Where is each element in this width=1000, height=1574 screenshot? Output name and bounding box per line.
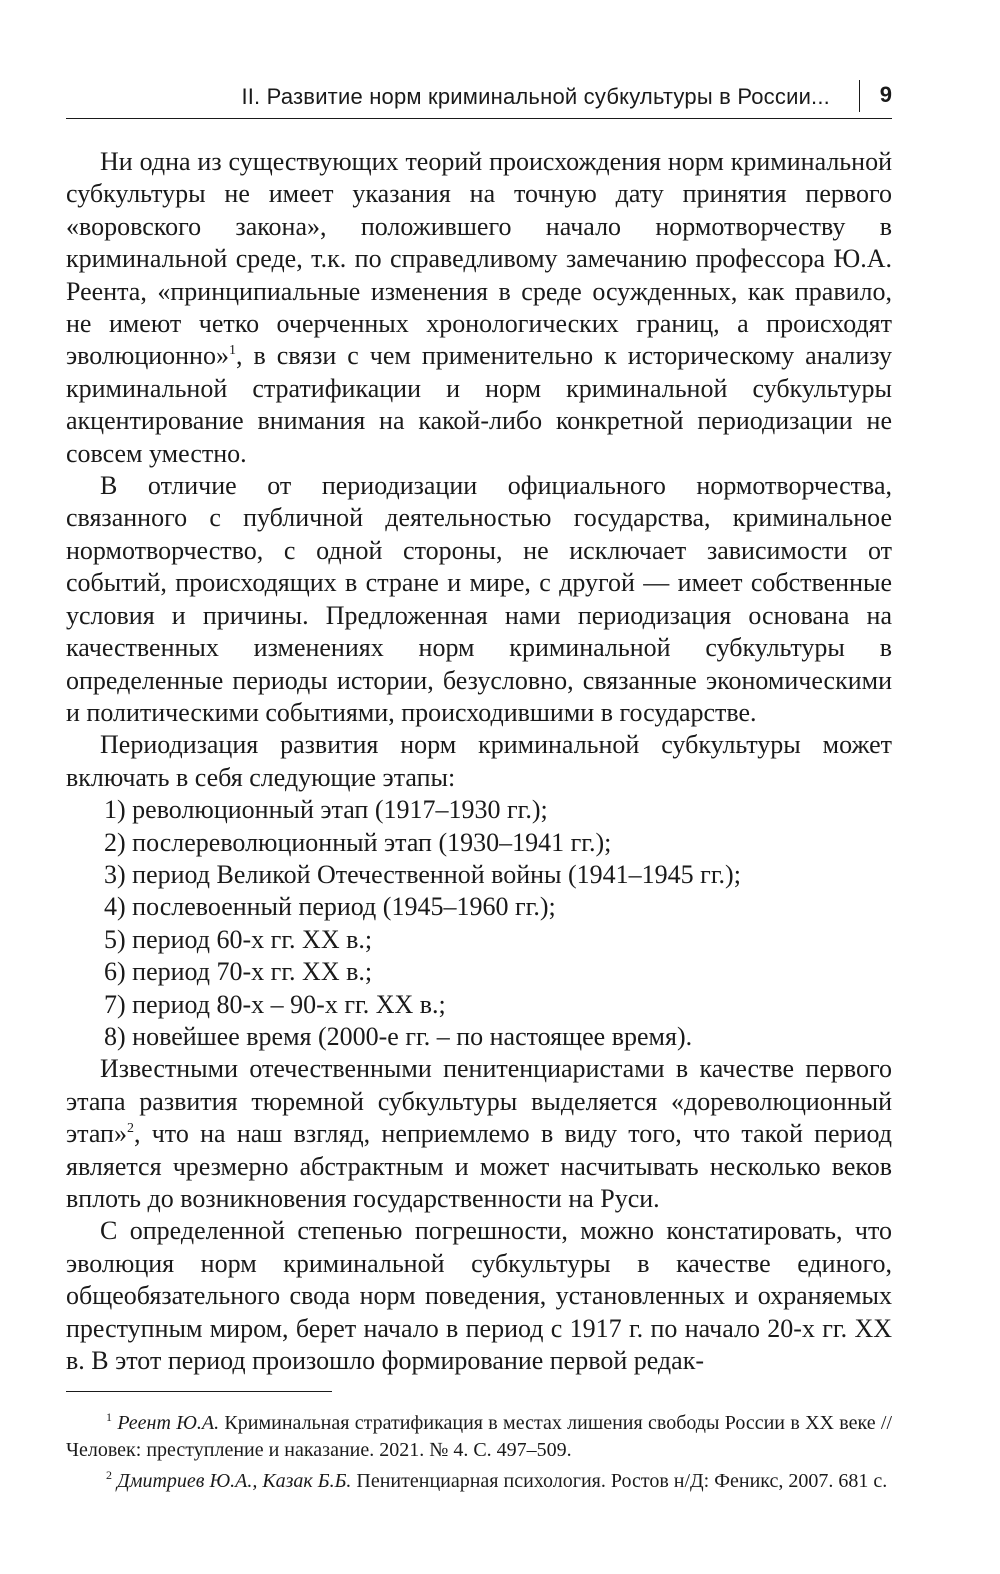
footnote-author: Реент Ю.А. (117, 1412, 220, 1435)
paragraph-4 (66, 1053, 892, 1215)
chapter-title: II. Развитие норм криминальной субкультуры в России... (241, 84, 830, 109)
footnote-text: Криминальная стратификация в местах лишения свободы России в XX веке // Человек: преступление и наказание. 2021. № 4. С. 497–509. (66, 1412, 892, 1462)
list-item: 7) период 80-х – 90-х гг. XX в.; (104, 989, 446, 1019)
footnote-1 (66, 1410, 892, 1464)
page-number: 9 (879, 82, 892, 107)
paragraph-3: Периодизация развития норм криминальной субкультуры может включать в себя следующие этапы: (66, 730, 892, 792)
footnote-number: 2 (106, 1468, 112, 1483)
footnote-number: 1 (106, 1410, 112, 1425)
paragraph-4-text-b: , что на наш взгляд, неприемлемо в виду того, что такой период является чрезмерно абстрактным и может насчитывать несколько веков вплоть до возникновения государственности на Руси. (66, 1119, 892, 1213)
list-item: 8) новейшее время (2000-е гг. – по настоящее время). (104, 1021, 693, 1051)
list-item: 6) период 70-х гг. XX в.; (104, 957, 373, 987)
list-item: 2) послереволюционный этап (1930–1941 гг.); (104, 827, 612, 857)
list-item: 3) период Великой Отечественной войны (1941–1945 гг.); (104, 859, 741, 889)
book-page (66, 74, 892, 1499)
footnote-author: Дмитриев Ю.А., Казак Б.Б. (117, 1470, 352, 1493)
footnotes (66, 1410, 892, 1495)
list-item: 4) послевоенный период (1945–1960 гг.); (104, 892, 556, 922)
list-item: 5) период 60-х гг. XX в.; (104, 924, 373, 954)
paragraph-1-text-a: Ни одна из существующих теорий происхождения норм криминальной субкультуры не имеет указания на точную дату принятия первого «воровского закона», положившего начало нормотворчеству в криминальной среде, т.к. по справедливому замечанию профессора Ю.А. Реента, «принципиальные изменения в среде осужденных, как правило, не имеют четко очерченных хронологических границ, а происходят эволюционно» (66, 147, 892, 371)
paragraph-1-text-b: , в связи с чем применительно к историческому анализу криминальной стратификации и норм криминальной субкультуры акцентирование внимания на какой-либо конкретной периодизации не совсем уместно. (66, 341, 892, 468)
paragraph-2: В отличие от периодизации официального нормотворчества, связанного с публичной деятельностью государства, криминальное нормотворчество, с одной стороны, не исключает зависимости от событий, происходящих в стране и мире, с другой — имеет собственные условия и причины. Предложенная нами периодизация основана на качественных изменениях норм криминальной субкультуры в определенные периоды истории, безусловно, связанные экономическими и политическими событиями, происходившими в государстве. (66, 471, 892, 727)
stages-list (66, 794, 892, 1053)
paragraph-5: С определенной степенью погрешности, можно констатировать, что эволюция норм криминальной субкультуры в качестве единого, общеобязательного свода норм поведения, установленных и охраняемых преступным миром, берет начало в период с 1917 г. по начало 20-х гг. XX в. В этот период произошло формирование первой редак- (66, 1216, 892, 1376)
footnote-divider (66, 1391, 332, 1392)
running-header (66, 74, 892, 119)
header-separator (859, 80, 861, 112)
paragraph-4-text-a: Известными отечественными пенитенциаристами в качестве первого этапа развития тюремной субкультуры выделяется «дореволюционный этап» (66, 1054, 892, 1149)
list-item: 1) революционный этап (1917–1930 гг.); (104, 795, 548, 825)
footnote-ref-1[interactable]: 1 (228, 343, 236, 359)
footnote-ref-2[interactable]: 2 (126, 1121, 134, 1137)
footnote-2 (66, 1468, 892, 1495)
footnote-text: Пенитенциарная психология. Ростов н/Д: Феникс, 2007. 681 с. (351, 1470, 888, 1493)
main-text (66, 146, 892, 1377)
paragraph-1 (66, 146, 892, 470)
